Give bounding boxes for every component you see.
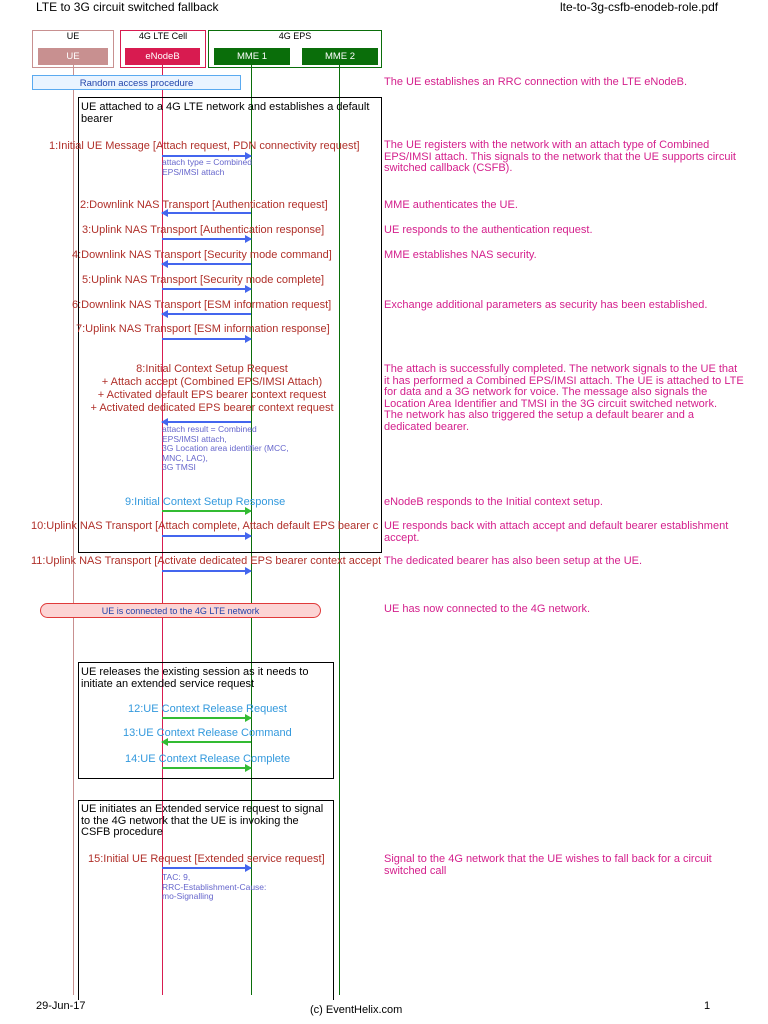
message-2-label: 2:Downlink NAS Transport [Authentication request] <box>80 199 328 211</box>
message-4-description: MME establishes NAS security. <box>384 249 537 261</box>
message-11-description: The dedicated bearer has also been setup at the UE. <box>384 555 643 567</box>
message-5-label: 5:Uplink NAS Transport [Security mode complete] <box>82 274 325 286</box>
message-14-arrow[interactable] <box>162 767 251 769</box>
message-1-note: attach type = Combined EPS/IMSI attach <box>162 157 253 177</box>
message-11-label: 11:Uplink NAS Transport [Activate dedicated EPS bearer context accept <box>31 555 381 567</box>
footer-copyright: (c) EventHelix.com <box>310 1004 403 1016</box>
message-2-arrow[interactable] <box>162 212 251 214</box>
ue-entity[interactable]: UE <box>38 48 108 65</box>
message-10-description: UE responds back with attach accept and default bearer establishment accept. <box>384 520 729 544</box>
message-15-label: 15:Initial UE Request [Extended service request] <box>88 853 325 865</box>
state-description: UE has now connected to the 4G network. <box>384 603 591 615</box>
message-1-label: 1:Initial UE Message [Attach request, PDN connectivity request] <box>49 140 360 152</box>
message-10-arrow[interactable] <box>162 535 251 537</box>
file-name: lte-to-3g-csfb-enodeb-role.pdf <box>560 0 719 14</box>
message-9-description: eNodeB responds to the Initial context setup. <box>384 496 603 508</box>
extended-service-frame-title: UE initiates an Extended service request to signal to the 4G network that the UE is invoking the CSFB procedure <box>81 803 324 838</box>
mme2-entity[interactable]: MME 2 <box>302 48 378 65</box>
enodeb-entity[interactable]: eNodeB <box>125 48 200 65</box>
message-13-arrow[interactable] <box>162 741 251 743</box>
attach-frame-title: UE attached to a 4G LTE network and establishes a default bearer <box>81 101 370 125</box>
message-8-note: attach result = Combined EPS/IMSI attach, 3G Location area identifier (MCC, MNC, LAC), 3G TMSI <box>162 424 289 472</box>
page-title: LTE to 3G circuit switched fallback <box>36 0 219 14</box>
message-8-label: 8:Initial Context Setup Request + Attach accept (Combined EPS/IMSI Attach) + Activated default EPS bearer context request + Activated dedicated EPS bearer context request <box>90 363 334 414</box>
message-2-description: MME authenticates the UE. <box>384 199 518 211</box>
random-access-procedure[interactable]: Random access procedure <box>32 75 241 90</box>
release-frame-title: UE releases the existing session as it needs to initiate an extended service request <box>81 666 309 690</box>
message-3-label: 3:Uplink NAS Transport [Authentication response] <box>82 224 325 236</box>
mme1-entity[interactable]: MME 1 <box>214 48 290 65</box>
ue-connected-state[interactable]: UE is connected to the 4G LTE network <box>40 603 321 618</box>
message-12-arrow[interactable] <box>162 717 251 719</box>
message-4-arrow[interactable] <box>162 263 251 265</box>
message-15-description: Signal to the 4G network that the UE wishes to fall back for a circuit switched call <box>384 853 712 877</box>
message-6-label: 6:Downlink NAS Transport [ESM information request] <box>72 299 332 311</box>
message-9-arrow[interactable] <box>162 510 251 512</box>
message-4-label: 4:Downlink NAS Transport [Security mode command] <box>72 249 332 261</box>
message-7-label: 7:Uplink NAS Transport [ESM information response] <box>76 323 330 335</box>
message-3-description: UE responds to the authentication request. <box>384 224 593 236</box>
message-14-label: 14:UE Context Release Complete <box>125 753 291 765</box>
message-8-arrow[interactable] <box>162 421 251 423</box>
footer-date: 29-Jun-17 <box>36 1000 86 1012</box>
message-1-description: The UE registers with the network with an attach type of Combined EPS/IMSI attach. This signals to the network that the UE supports circuit switched callback (CSFB). <box>384 139 736 174</box>
rach-description: The UE establishes an RRC connection with the LTE eNodeB. <box>384 76 688 88</box>
message-7-arrow[interactable] <box>162 338 251 340</box>
message-13-label: 13:UE Context Release Command <box>123 727 292 739</box>
message-6-arrow[interactable] <box>162 313 251 315</box>
message-8-description: The attach is successfully completed. The network signals to the UE that it has performed a Combined EPS/IMSI attach. The UE is attached to LTE for data and a 3G network for voice. The message also signals the Location Area Identifier and TMSI in the 3G circuit switched network. The network has also triggered the setup a default bearer and a dedicated bearer. <box>384 363 744 433</box>
message-5-arrow[interactable] <box>162 288 251 290</box>
eps-group-label: 4G EPS <box>278 31 312 41</box>
message-10-label: 10:Uplink NAS Transport [Attach complete, Attach default EPS bearer c <box>31 520 379 532</box>
message-15-arrow[interactable] <box>162 867 251 869</box>
message-9-label: 9:Initial Context Setup Response <box>125 496 286 508</box>
message-11-arrow[interactable] <box>162 570 251 572</box>
message-12-label: 12:UE Context Release Request <box>128 703 287 715</box>
lte-cell-group-label: 4G LTE Cell <box>138 31 188 41</box>
ue-group-label: UE <box>66 31 80 41</box>
message-6-description: Exchange additional parameters as security has been established. <box>384 299 708 311</box>
message-15-note: TAC: 9, RRC-Establishment-Cause: mo-Signalling <box>162 872 267 901</box>
message-3-arrow[interactable] <box>162 238 251 240</box>
footer-page-number: 1 <box>704 1000 711 1012</box>
